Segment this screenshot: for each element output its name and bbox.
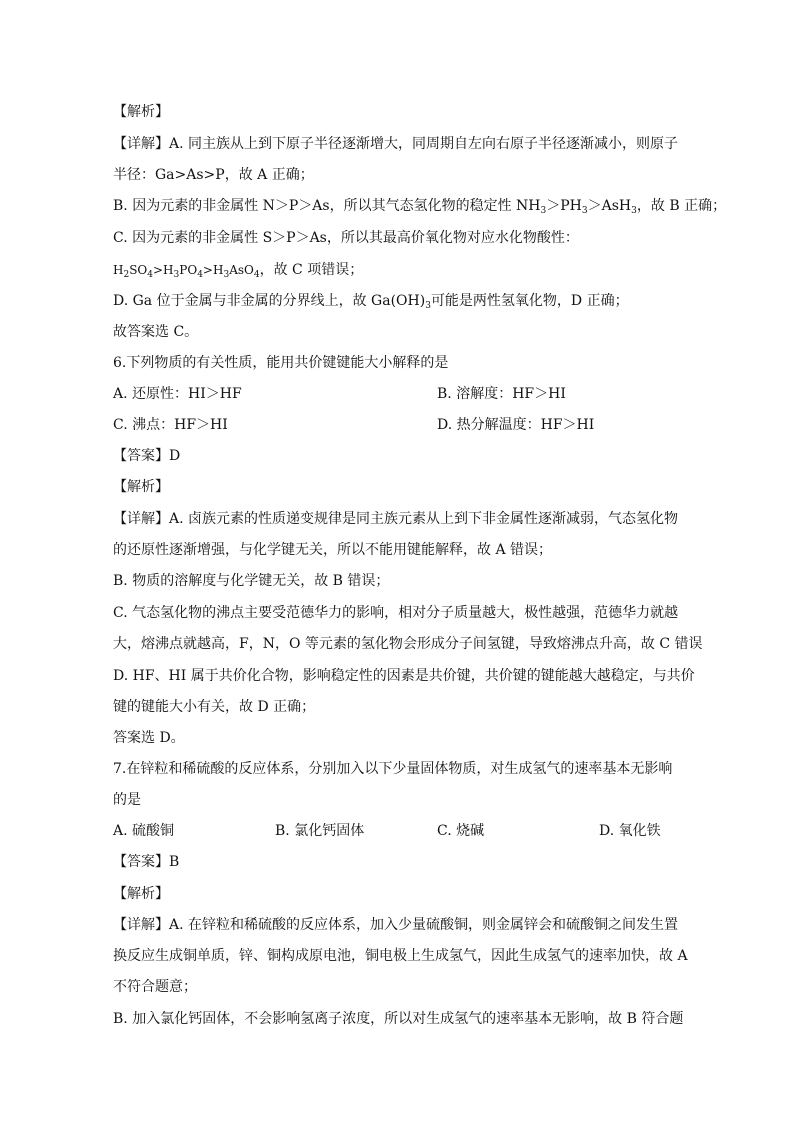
q6-stem: 6.下列物质的有关性质，能用共价键键能大小解释的是: [113, 355, 449, 371]
q6-analysis-tag: 【解析】: [113, 479, 169, 495]
formula-part: ，故 C 项错误；: [259, 262, 364, 278]
q6-detail-a-2: 的还原性逐渐增强，与化学键无关，所以不能用键能解释，故 A 错误；: [113, 542, 553, 558]
q5-b-text: B. 因为元素的非金属性 N＞P＞As，所以其气态氢化物的稳定性 NH: [113, 198, 541, 214]
q7-detail-a-1: 【详解】A. 在锌粒和稀硫酸的反应体系，加入少量硫酸铜，则金属锌会和硫酸铜之间发生置: [113, 917, 679, 933]
q5-conclusion: 故答案选 C。: [113, 324, 199, 340]
q5-option-d-analysis: [113, 291, 629, 311]
q6-detail-d-2: 键的键能大小有关，故 D 正确；: [113, 699, 316, 715]
q6-option-b: B. 溶解度：HF＞HI: [437, 386, 566, 402]
q7-detail-a-3: 不符合题意；: [113, 979, 197, 995]
q7-stem-2: 的是: [113, 792, 141, 808]
q6-detail-b: B. 物质的溶解度与化学键无关，故 B 错误；: [113, 573, 390, 589]
subscript: 3: [581, 206, 588, 216]
q6-option-d: D. 热分解温度：HF＞HI: [437, 417, 595, 433]
q7-option-a: A. 硫酸铜: [113, 823, 175, 839]
formula-part: PO: [179, 263, 198, 277]
q7-option-b: B. 氯化钙固体: [275, 823, 365, 839]
q5-detail-line-1: 【详解】A. 同主族从上到下原子半径逐渐增大，同周期自左向右原子半径逐渐减小，则原子: [113, 136, 679, 152]
formula-part: >H: [202, 263, 224, 277]
formula-part: SO: [129, 263, 148, 277]
q7-analysis-tag: 【解析】: [113, 886, 169, 902]
q6-detail-c-2: 大，熔沸点就越高，F，N，O 等元素的氢化物会形成分子间氢键，导致熔沸点升高，故 C 错误: [113, 636, 703, 652]
subscript: 3: [425, 301, 431, 311]
q6-detail-c-1: C. 气态氢化物的沸点主要受范德华力的影响，相对分子质量越大，极性越强，范德华力就越: [113, 605, 679, 621]
subscript: 3: [540, 206, 547, 216]
q6-conclusion: 答案选 D。: [113, 730, 185, 746]
q6-detail-d-1: D. HF、HI 属于共价化合物，影响稳定性的因素是共价键，共价键的键能越大越稳定，与共价: [113, 668, 695, 684]
q7-answer: 【答案】B: [113, 854, 180, 870]
q5-d-text-2: 可能是两性氢氧化物，D 正确；: [430, 293, 629, 309]
subscript: 4: [147, 270, 153, 280]
formula-part: AsO: [229, 263, 254, 277]
q5-analysis-tag: 【解析】: [113, 104, 169, 120]
q6-answer: 【答案】D: [113, 448, 181, 464]
q5-detail-line-2: 半径：Ga>As>P，故 A 正确；: [113, 167, 314, 183]
q5-b-text-3: ＞AsH: [587, 198, 632, 214]
formula-part: H: [113, 263, 124, 277]
q6-detail-a-1: 【详解】A. 卤族元素的性质递变规律是同主族元素从上到下非金属性逐渐减弱，气态氢化物: [113, 511, 679, 527]
q5-option-c-analysis: C. 因为元素的非金属性 S＞P＞As，所以其最高价氧化物对应水化物酸性：: [113, 230, 579, 246]
q6-option-a: A. 还原性：HI＞HF: [113, 386, 242, 402]
subscript: 3: [173, 270, 180, 280]
q7-stem-1: 7.在锌粒和稀硫酸的反应体系，分别加入以下少量固体物质，对生成氢气的速率基本无影响: [113, 761, 673, 777]
subscript: 4: [197, 270, 203, 280]
q5-b-text-2: ＞PH: [546, 198, 582, 214]
q5-option-b-analysis: [113, 196, 726, 216]
q5-d-text: D. Ga 位于金属与非金属的分界线上，故 Ga(OH): [113, 293, 426, 309]
q5-b-text-4: ，故 B 正确；: [636, 198, 727, 214]
q7-option-c: C. 烧碱: [437, 823, 485, 839]
q7-detail-a-2: 换反应生成铜单质，锌、铜构成原电池，铜电极上生成氢气，因此生成氢气的速率加快，故 A: [113, 948, 688, 964]
formula-part: >H: [153, 263, 174, 277]
q7-detail-b: B. 加入氯化钙固体，不会影响氢离子浓度，所以对生成氢气的速率基本无影响，故 B 符合题: [113, 1011, 684, 1027]
subscript: 3: [631, 206, 637, 216]
subscript: 2: [123, 270, 130, 280]
q7-option-d: D. 氧化铁: [599, 823, 661, 839]
subscript: 3: [223, 270, 230, 280]
q6-option-c: C. 沸点：HF＞HI: [113, 417, 228, 433]
subscript: 4: [253, 270, 260, 280]
q5-acid-formula: [113, 260, 363, 280]
